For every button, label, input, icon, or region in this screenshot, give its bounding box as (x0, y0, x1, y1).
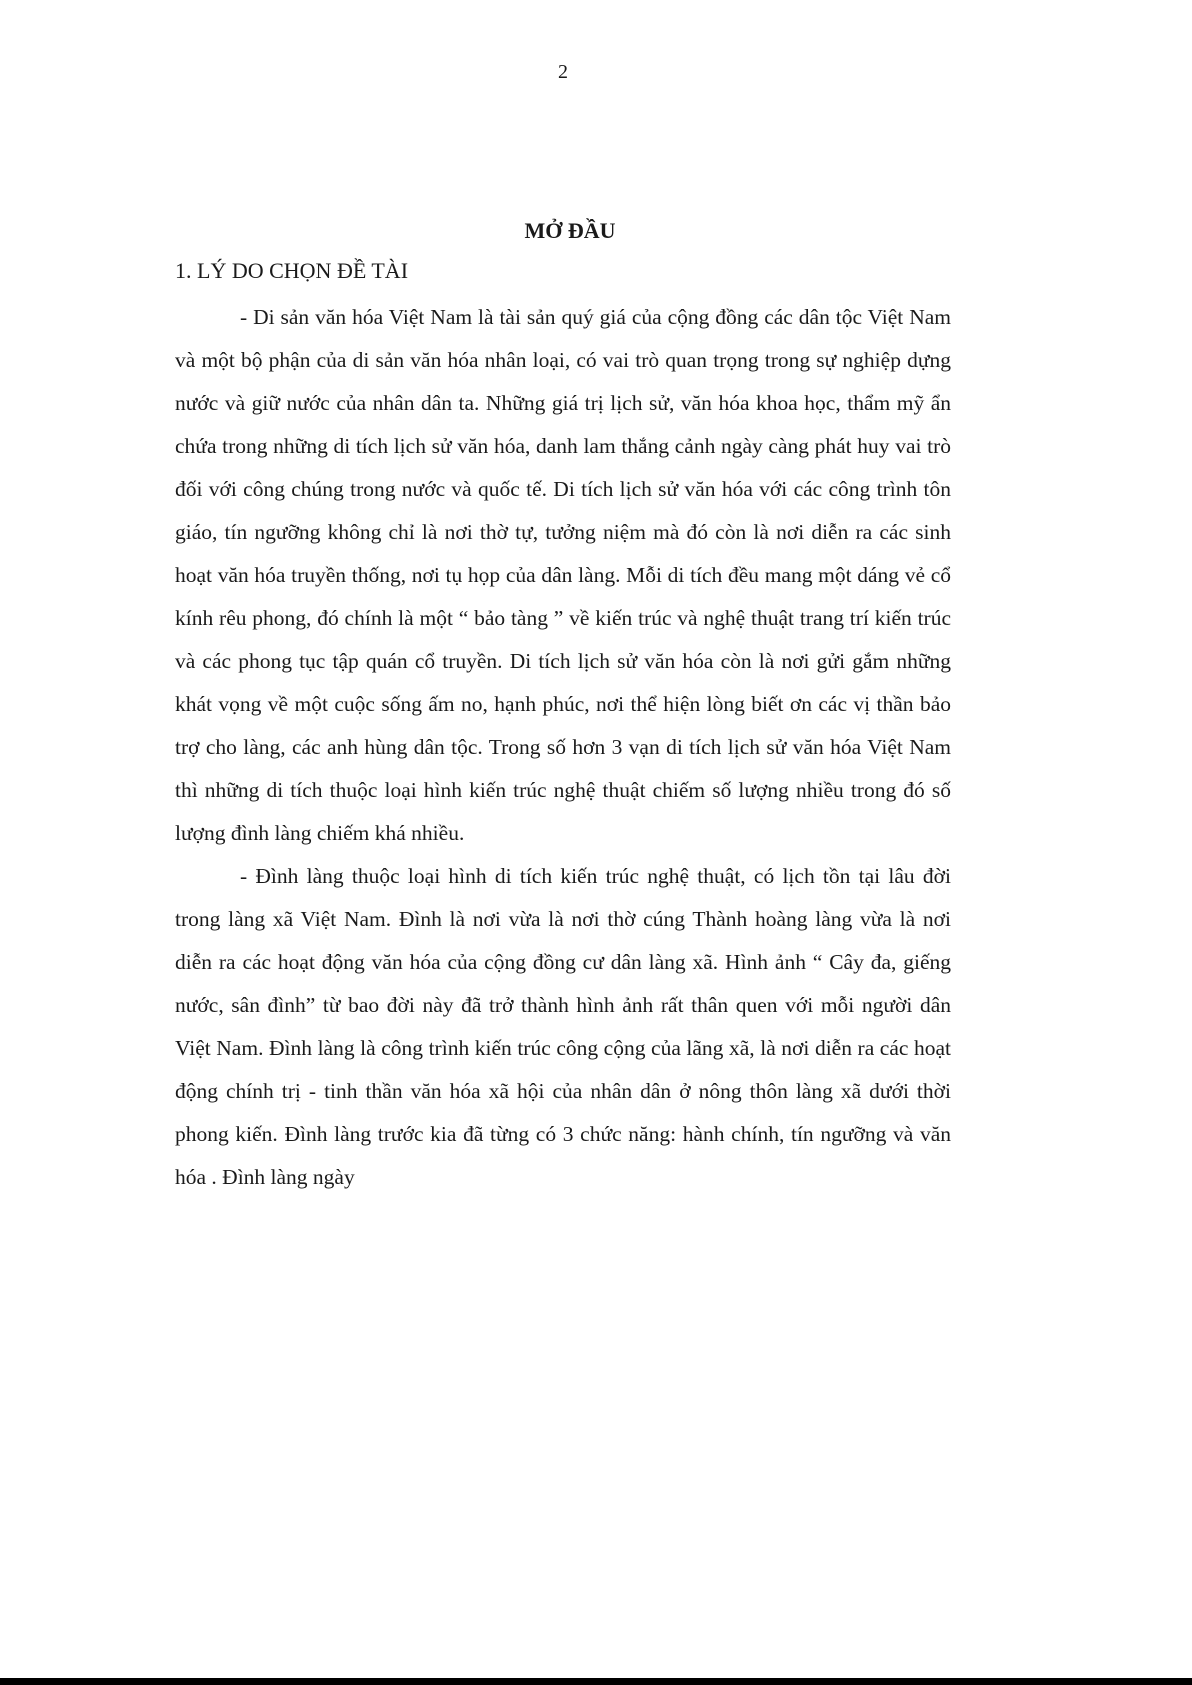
document-body (175, 214, 951, 1199)
paragraph-2: - Đình làng thuộc loại hình di tích kiến trúc nghệ thuật, có lịch tồn tại lâu đời trong làng xã Việt Nam. Đình là nơi vừa là nơi thờ cúng Thành hoàng làng vừa là nơi diễn ra các hoạt động văn hóa của cộng đồng cư dân làng xã. Hình ảnh “ Cây đa, giếng nước, sân đình” từ bao đời này đã trở thành hình ảnh rất thân quen với mỗi người dân Việt Nam. Đình làng là công trình kiến trúc công cộng của lãng xã, là nơi diễn ra các hoạt động chính trị - tinh thần văn hóa xã hội của nhân dân ở nông thôn làng xã dưới thời phong kiến. Đình làng trước kia đã từng có 3 chức năng: hành chính, tín ngưỡng và văn hóa . Đình làng ngày (175, 864, 951, 1189)
page-number: 2 (558, 61, 568, 83)
section-title: 1. LÝ DO CHỌN ĐỀ TÀI (175, 258, 409, 283)
paragraph-1: - Di sản văn hóa Việt Nam là tài sản quý giá của cộng đồng các dân tộc Việt Nam và một bộ phận của di sản văn hóa nhân loại, có vai trò quan trọng trong sự nghiệp dựng nước và giữ nước của nhân dân ta. Những giá trị lịch sử, văn hóa khoa học, thẩm mỹ ẩn chứa trong những di tích lịch sử văn hóa, danh lam thắng cảnh ngày càng phát huy vai trò đối với công chúng trong nước và quốc tế. Di tích lịch sử văn hóa với các công trình tôn giáo, tín ngưỡng không chỉ là nơi thờ tự, tưởng niệm mà đó còn là nơi diễn ra các sinh hoạt văn hóa truyền thống, nơi tụ họp của dân làng. Mỗi di tích đều mang một dáng vẻ cổ kính rêu phong, đó chính là một “ bảo tàng ” về kiến trúc và nghệ thuật trang trí kiến trúc và các phong tục tập quán cổ truyền. Di tích lịch sử văn hóa còn là nơi gửi gắm những khát vọng về một cuộc sống ấm no, hạnh phúc, nơi thể hiện lòng biết ơn các vị thần bảo trợ cho làng, các anh hùng dân tộc. Trong số hơn 3 vạn di tích lịch sử văn hóa Việt Nam thì những di tích thuộc loại hình kiến trúc nghệ thuật chiếm số lượng nhiều trong đó số lượng đình làng chiếm khá nhiều. (175, 305, 951, 845)
bottom-border (0, 1678, 1192, 1685)
chapter-heading: MỞ ĐẦU (524, 218, 616, 243)
